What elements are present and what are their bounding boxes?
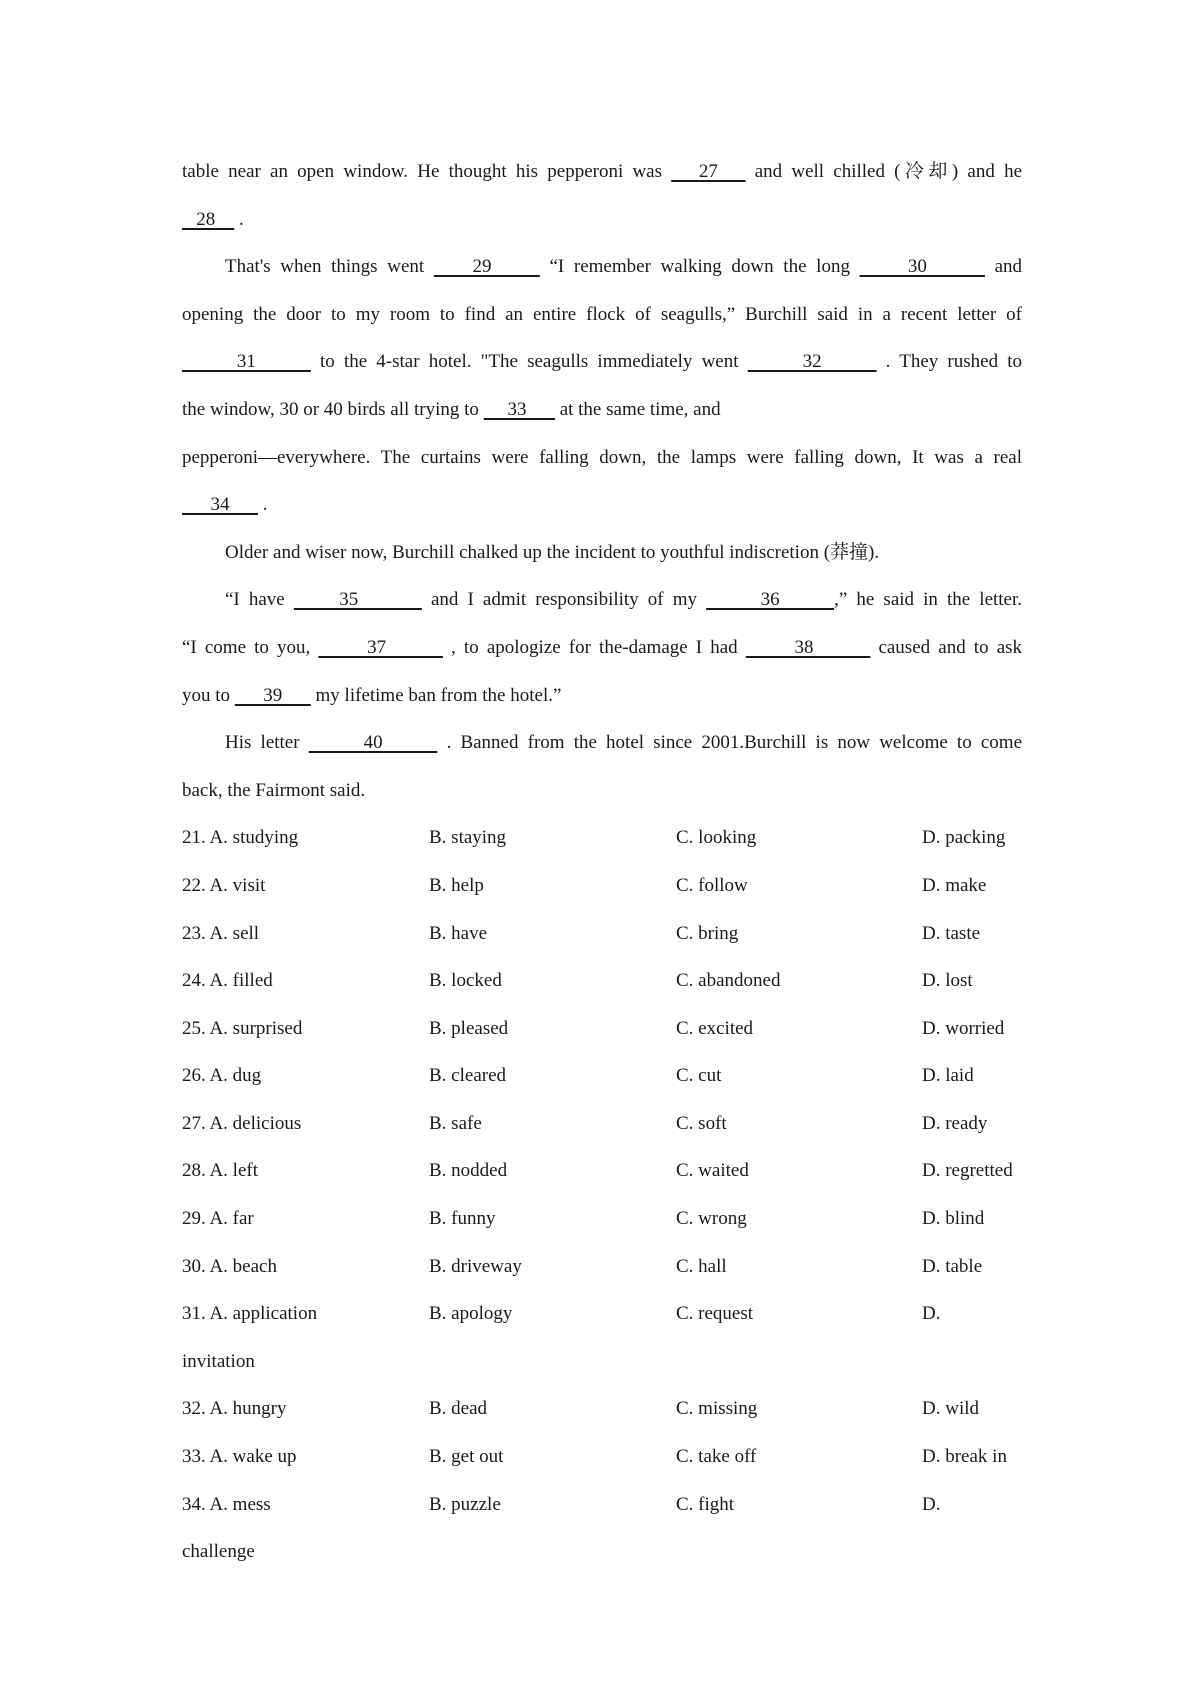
option-b: B. pleased: [429, 1017, 509, 1039]
option-c: C. follow: [676, 874, 748, 896]
option-b: B. staying: [429, 827, 507, 849]
passage-text: to the 4-star hotel. "The seagulls immediately went: [310, 351, 748, 373]
option-b: B. driveway: [429, 1255, 522, 1277]
option-row-26: [182, 1052, 1022, 1100]
blank-32: 32: [747, 351, 877, 373]
passage-line: [182, 148, 1022, 196]
passage-line: opening the door to my room to find an entire flock of seagulls,” Burchill said in a recent letter of: [182, 303, 1022, 325]
option-row-28: [182, 1147, 1022, 1195]
option-row-33: [182, 1433, 1022, 1481]
option-a: 29. A. far: [182, 1208, 254, 1230]
option-b: B. cleared: [429, 1065, 507, 1087]
option-b: B. funny: [429, 1208, 496, 1230]
option-c: C. wrong: [676, 1208, 747, 1230]
passage-text: That's when things went: [225, 256, 434, 278]
options-list: [182, 814, 1022, 1576]
passage-line: [182, 624, 1022, 672]
passage-line: [182, 719, 1022, 767]
option-row-25: [182, 1005, 1022, 1053]
option-row-31: [182, 1290, 1022, 1338]
passage-line: [182, 576, 1022, 624]
option-a: 33. A. wake up: [182, 1446, 297, 1468]
passage-text: and: [984, 256, 1023, 278]
blank-35: 35: [293, 589, 422, 611]
option-b: B. locked: [429, 970, 502, 992]
option-b: B. have: [429, 922, 488, 944]
blank-30: 30: [859, 256, 985, 278]
option-c: C. excited: [676, 1017, 754, 1039]
option-a: 27. A. delicious: [182, 1112, 302, 1134]
document-page: [182, 148, 1022, 1576]
option-d-wrapped: invitation: [182, 1350, 255, 1372]
passage-text: . Banned from the hotel since 2001.Burchill is now welcome to come: [437, 732, 1022, 754]
option-c: C. fight: [676, 1493, 735, 1515]
option-d-wrapped: challenge: [182, 1541, 255, 1563]
option-d: D.: [922, 1303, 941, 1325]
option-a: 34. A. mess: [182, 1493, 271, 1515]
passage-line: [182, 338, 1022, 386]
passage-text: .: [258, 494, 268, 516]
passage-line: [182, 243, 1022, 291]
option-c: C. request: [676, 1303, 754, 1325]
option-b: B. puzzle: [429, 1493, 501, 1515]
option-d: D. make: [922, 874, 987, 896]
passage-text: , to apologize for the-damage I had: [442, 636, 746, 658]
option-row-29: [182, 1195, 1022, 1243]
option-d: D. taste: [922, 922, 981, 944]
option-b: B. nodded: [429, 1160, 508, 1182]
passage-text: . They rushed to: [876, 351, 1023, 373]
passage-line: pepperoni—everywhere. The curtains were falling down, the lamps were falling down, It was a real: [182, 446, 1022, 468]
blank-27: 27: [671, 161, 746, 182]
option-c: C. abandoned: [676, 970, 781, 992]
option-c: C. soft: [676, 1112, 727, 1134]
option-a: 31. A. application: [182, 1303, 318, 1325]
passage-text: caused and to ask: [870, 636, 1023, 658]
option-d: D. ready: [922, 1112, 988, 1134]
option-row-24: [182, 957, 1022, 1005]
passage-text: “I come to you,: [182, 636, 319, 658]
option-c: C. take off: [676, 1446, 757, 1468]
option-b: B. apology: [429, 1303, 513, 1325]
option-c: C. bring: [676, 922, 739, 944]
blank-38: 38: [745, 636, 871, 658]
option-b: B. get out: [429, 1446, 504, 1468]
option-b: B. safe: [429, 1112, 482, 1134]
blank-29: 29: [433, 256, 540, 278]
passage-line: Older and wiser now, Burchill chalked up the incident to youthful indiscretion (莽撞).: [225, 541, 880, 563]
option-d: D. blind: [922, 1208, 985, 1230]
option-d: D. table: [922, 1255, 983, 1277]
passage-text: His letter: [225, 732, 309, 754]
option-d: D.: [922, 1493, 941, 1515]
option-c: C. waited: [676, 1160, 749, 1182]
option-row-32: [182, 1385, 1022, 1433]
passage-line: [182, 672, 1022, 720]
option-row-27: [182, 1100, 1022, 1148]
option-d: D. packing: [922, 827, 1006, 849]
option-row-30: [182, 1243, 1022, 1291]
blank-39: 39: [234, 684, 311, 706]
option-row-21: [182, 814, 1022, 862]
passage-line: [182, 196, 1022, 244]
option-d: D. wild: [922, 1398, 979, 1420]
passage-text: table near an open window. He thought his pepperoni was: [182, 161, 672, 182]
passage-line: [182, 481, 1022, 529]
blank-28: 28: [182, 208, 235, 230]
passage-line: [182, 386, 1022, 434]
option-row-22: [182, 862, 1022, 910]
passage-text: “I remember walking down the long: [539, 256, 860, 278]
passage-text: “I have: [225, 589, 294, 611]
passage-text: and well chilled (冷却) and he: [745, 161, 1023, 182]
option-d: D. break in: [922, 1446, 1007, 1468]
blank-37: 37: [318, 636, 443, 658]
passage-line: back, the Fairmont said.: [182, 779, 366, 801]
option-c: C. hall: [676, 1255, 727, 1277]
option-b: B. help: [429, 874, 484, 896]
option-a: 30. A. beach: [182, 1255, 277, 1277]
option-a: 23. A. sell: [182, 922, 260, 944]
blank-34: 34: [182, 494, 258, 516]
passage-text: ,” he said in the letter.: [834, 589, 1023, 611]
blank-33: 33: [483, 398, 555, 420]
option-a: 26. A. dug: [182, 1065, 262, 1087]
option-a: 32. A. hungry: [182, 1398, 287, 1420]
option-c: C. cut: [676, 1065, 722, 1087]
passage-text: my lifetime ban from the hotel.”: [310, 684, 562, 706]
option-c: C. looking: [676, 827, 757, 849]
passage-text: the window, 30 or 40 birds all trying to: [182, 398, 484, 420]
option-d: D. regretted: [922, 1160, 1013, 1182]
option-d: D. lost: [922, 970, 973, 992]
option-row-34: [182, 1481, 1022, 1529]
passage-text: and I admit responsibility of my: [421, 589, 707, 611]
option-a: 25. A. surprised: [182, 1017, 303, 1039]
option-a: 28. A. left: [182, 1160, 258, 1182]
option-c: C. missing: [676, 1398, 758, 1420]
passage-text: .: [234, 208, 244, 230]
option-row-23: [182, 910, 1022, 958]
option-d: D. worried: [922, 1017, 1005, 1039]
blank-36: 36: [706, 589, 835, 611]
passage-text: at the same time, and: [554, 398, 721, 420]
option-a: 22. A. visit: [182, 874, 266, 896]
blank-40: 40: [308, 732, 438, 754]
option-a: 24. A. filled: [182, 970, 273, 992]
option-a: 21. A. studying: [182, 827, 299, 849]
option-b: B. dead: [429, 1398, 488, 1420]
blank-31: 31: [182, 351, 311, 373]
passage-text: you to: [182, 684, 235, 706]
option-d: D. laid: [922, 1065, 974, 1087]
